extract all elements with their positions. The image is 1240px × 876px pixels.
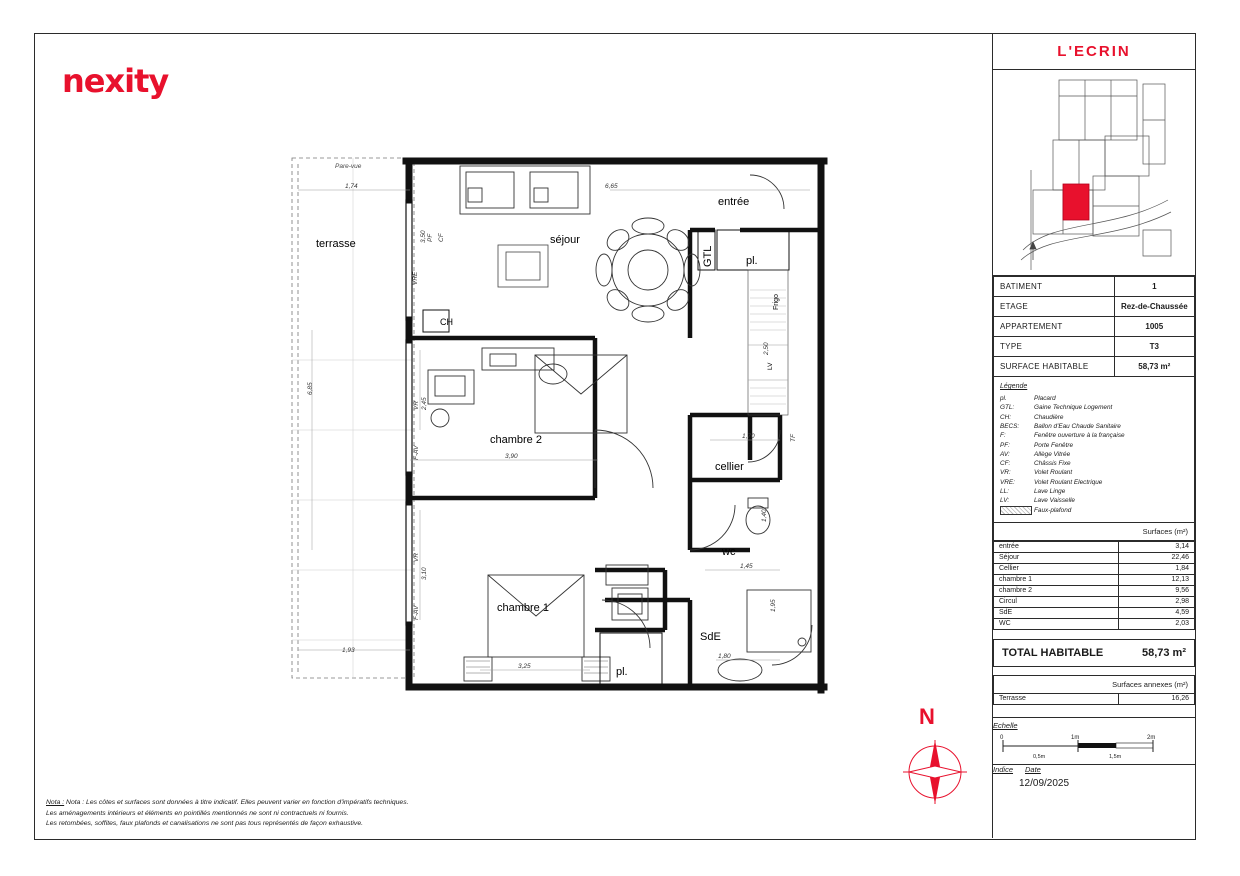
annot-vr-1: VR xyxy=(413,400,420,410)
legend-key: AV: xyxy=(1000,450,1010,458)
dim-1-45: 1,45 xyxy=(740,563,753,570)
info-row-etage xyxy=(994,297,1195,317)
room-label-chambre1: chambre 1 xyxy=(497,602,549,614)
svg-text:0,5m: 0,5m xyxy=(1033,753,1046,760)
legend-text: Ballon d'Eau Chaude Sanitaire xyxy=(1034,422,1121,430)
legend-block xyxy=(993,377,1195,523)
disclaimer-note xyxy=(46,798,409,830)
info-value-type: T3 xyxy=(1114,337,1194,357)
annex-header: Surfaces annexes (m²) xyxy=(993,675,1195,693)
info-label-batiment: BATIMENT xyxy=(994,277,1115,297)
legend-item xyxy=(1000,441,1188,450)
legend-item xyxy=(1000,394,1188,403)
surface-name: entrée xyxy=(994,541,1119,552)
total-habitable-box xyxy=(993,639,1195,667)
apartment-info-table xyxy=(993,276,1195,377)
annex-value: 16,26 xyxy=(1118,693,1194,704)
dim-1-70: 1,70 xyxy=(742,433,755,440)
surfaces-header: Surfaces (m²) xyxy=(993,523,1195,541)
legend-item xyxy=(1000,459,1188,468)
surface-value: 2,98 xyxy=(1118,596,1194,607)
dim-1-40: 1,40 xyxy=(761,509,768,522)
info-value-surface: 58,73 m² xyxy=(1114,357,1194,377)
info-panel xyxy=(992,33,1195,838)
dim-1-80: 1,80 xyxy=(718,653,731,660)
legend-text: Faux-plafond xyxy=(1034,506,1072,514)
annot-pf: PF xyxy=(427,233,434,242)
indice-label: Indice xyxy=(993,764,1014,774)
revision-header xyxy=(993,764,1195,774)
compass-north-label: N xyxy=(919,704,935,729)
legend-text: Châssis Fixe xyxy=(1034,460,1071,468)
annot-vr-2: VR xyxy=(413,552,420,562)
key-plan xyxy=(993,70,1195,276)
room-label-placard-bottom: pl. xyxy=(616,666,628,678)
table-row xyxy=(994,552,1195,563)
legend-text: Gaine Technique Logement xyxy=(1034,404,1113,412)
label-ch: CH xyxy=(440,317,453,327)
legend-text: Volet Roulant xyxy=(1034,469,1073,477)
table-row xyxy=(994,618,1195,629)
note-line-2: Les aménagements intérieurs et éléments en pointillés mentionnés ne sont ni contractuels ni fournis. xyxy=(46,809,349,817)
room-label-sde: SdE xyxy=(700,631,721,643)
info-value-batiment: 1 xyxy=(1114,277,1194,297)
surface-name: WC xyxy=(994,618,1119,629)
dim-6-65: 6,65 xyxy=(605,183,618,190)
legend-key: VRE: xyxy=(1000,478,1015,486)
surface-value: 12,13 xyxy=(1118,574,1194,585)
note-line-3: Les retombées, soffites, faux plafonds et canalisations ne sont pas tous représentés de façon exhaustive. xyxy=(46,820,364,828)
surface-value: 3,14 xyxy=(1118,541,1194,552)
legend-item xyxy=(1000,487,1188,496)
surface-name: SdE xyxy=(994,607,1119,618)
legend-key: PF: xyxy=(1000,441,1010,449)
legend-key: pl. xyxy=(1000,395,1007,403)
room-label-placard-top: pl. xyxy=(746,255,758,267)
info-label-appartement: APPARTEMENT xyxy=(994,317,1115,337)
annot-tf: TF xyxy=(790,434,797,442)
surface-name: chambre 2 xyxy=(994,585,1119,596)
surface-name: Cellier xyxy=(994,563,1119,574)
legend-key: VR: xyxy=(1000,469,1011,477)
label-gtl: GTL xyxy=(702,245,714,267)
info-row-type xyxy=(994,337,1195,357)
legend-key: F: xyxy=(1000,432,1006,440)
label-pare-vue: Pare-vue xyxy=(335,163,362,170)
key-plan-highlight xyxy=(1063,184,1089,220)
room-label-entree: entrée xyxy=(718,196,750,208)
legend-title: Légende xyxy=(1000,383,1028,390)
legend-text: Porte Fenêtre xyxy=(1034,441,1074,449)
annot-fav-1: F-AV xyxy=(413,445,420,460)
note-line-1: Nota : Les côtes et surfaces sont données à titre indicatif. Elles peuvent varier en fonction d'impératifs techniques. xyxy=(66,799,409,806)
dim-1-93: 1,93 xyxy=(342,647,355,654)
north-compass xyxy=(895,700,975,810)
scale-bar xyxy=(993,734,1195,760)
dim-3-50: 3,50 xyxy=(420,230,427,243)
legend-text: Chaudière xyxy=(1034,413,1064,421)
svg-text:1m: 1m xyxy=(1071,734,1080,741)
legend-item xyxy=(1000,422,1188,431)
legend-text: Fenêtre ouverture à la française xyxy=(1034,432,1125,440)
date-label: Date xyxy=(1025,764,1041,774)
room-label-chambre2: chambre 2 xyxy=(490,434,542,446)
legend-key: BECS: xyxy=(1000,422,1020,430)
legend-key: LV: xyxy=(1000,497,1010,505)
annot-cf: CF xyxy=(438,233,445,242)
nexity-logo xyxy=(62,62,168,100)
svg-text:0: 0 xyxy=(1000,734,1004,741)
legend-item xyxy=(1000,450,1188,459)
surface-name: Séjour xyxy=(994,552,1119,563)
legend-key: GTL: xyxy=(1000,404,1015,412)
legend-item xyxy=(1000,431,1188,440)
svg-text:2m: 2m xyxy=(1147,734,1156,741)
info-row-appartement xyxy=(994,317,1195,337)
annot-fav-2: F-AV xyxy=(413,605,420,620)
surface-value: 9,56 xyxy=(1118,585,1194,596)
legend-item xyxy=(1000,496,1188,505)
table-row xyxy=(994,693,1195,704)
legend-key: LL: xyxy=(1000,487,1009,495)
dim-3-25: 3,25 xyxy=(518,663,531,670)
surface-name: chambre 1 xyxy=(994,574,1119,585)
scale-label: Echelle xyxy=(993,717,1195,730)
table-row xyxy=(994,574,1195,585)
surface-value: 22,46 xyxy=(1118,552,1194,563)
annot-vre: VRE xyxy=(412,271,419,285)
info-value-appartement: 1005 xyxy=(1114,317,1194,337)
room-label-cellier: cellier xyxy=(715,461,744,473)
label-lv: LV xyxy=(767,362,774,370)
legend-key: CF: xyxy=(1000,460,1011,468)
table-row xyxy=(994,607,1195,618)
info-label-type: TYPE xyxy=(994,337,1115,357)
info-row-surface xyxy=(994,357,1195,377)
legend-item xyxy=(1000,413,1188,422)
room-label-sejour: séjour xyxy=(550,234,580,246)
floor-plan-drawing xyxy=(250,130,870,730)
info-value-etage: Rez-de-Chaussée xyxy=(1114,297,1194,317)
legend-text: Lave Linge xyxy=(1034,487,1066,495)
room-label-terrasse: terrasse xyxy=(316,238,356,250)
legend-item-faux-plafond xyxy=(1000,506,1188,515)
surface-value: 2,03 xyxy=(1118,618,1194,629)
annex-table xyxy=(993,693,1195,705)
table-row xyxy=(994,596,1195,607)
dim-1-95: 1,95 xyxy=(770,599,777,612)
info-label-etage: ETAGE xyxy=(994,297,1115,317)
faux-plafond-swatch xyxy=(1000,506,1034,515)
table-row xyxy=(994,585,1195,596)
legend-item xyxy=(1000,478,1188,487)
legend-key: CH: xyxy=(1000,413,1012,421)
dim-2-50: 2,50 xyxy=(763,342,770,355)
surface-name: Circul xyxy=(994,596,1119,607)
dim-2-45: 2,45 xyxy=(421,397,428,410)
total-label: TOTAL HABITABLE xyxy=(1002,646,1104,659)
note-prefix: Nota : xyxy=(46,799,65,806)
dim-3-10: 3,10 xyxy=(421,567,428,580)
surfaces-table xyxy=(993,541,1195,630)
info-label-surface: SURFACE HABITABLE xyxy=(994,357,1115,377)
legend-text: Volet Roulant Electrique xyxy=(1034,478,1103,486)
project-title: L'ECRIN xyxy=(993,33,1195,70)
dim-1-74: 1,74 xyxy=(345,183,358,190)
label-frigo: Frigo xyxy=(773,294,780,310)
legend-item xyxy=(1000,403,1188,412)
legend-text: Placard xyxy=(1034,395,1056,403)
info-row-batiment xyxy=(994,277,1195,297)
dim-3-90: 3,90 xyxy=(505,453,518,460)
dim-6-85: 6,85 xyxy=(307,382,314,395)
surface-value: 1,84 xyxy=(1118,563,1194,574)
legend-text: Allège Vitrée xyxy=(1034,450,1071,458)
room-label-wc: wc xyxy=(722,546,736,558)
table-row xyxy=(994,563,1195,574)
table-row xyxy=(994,541,1195,552)
revision-date: 12/09/2025 xyxy=(1019,777,1070,789)
total-value: 58,73 m² xyxy=(1141,646,1186,659)
svg-text:1,5m: 1,5m xyxy=(1109,753,1122,760)
legend-item xyxy=(1000,468,1188,477)
legend-text: Lave Vaisselle xyxy=(1034,497,1075,505)
annex-name: Terrasse xyxy=(994,693,1119,704)
surface-value: 4,59 xyxy=(1118,607,1194,618)
logo-text: nexity xyxy=(62,62,169,100)
